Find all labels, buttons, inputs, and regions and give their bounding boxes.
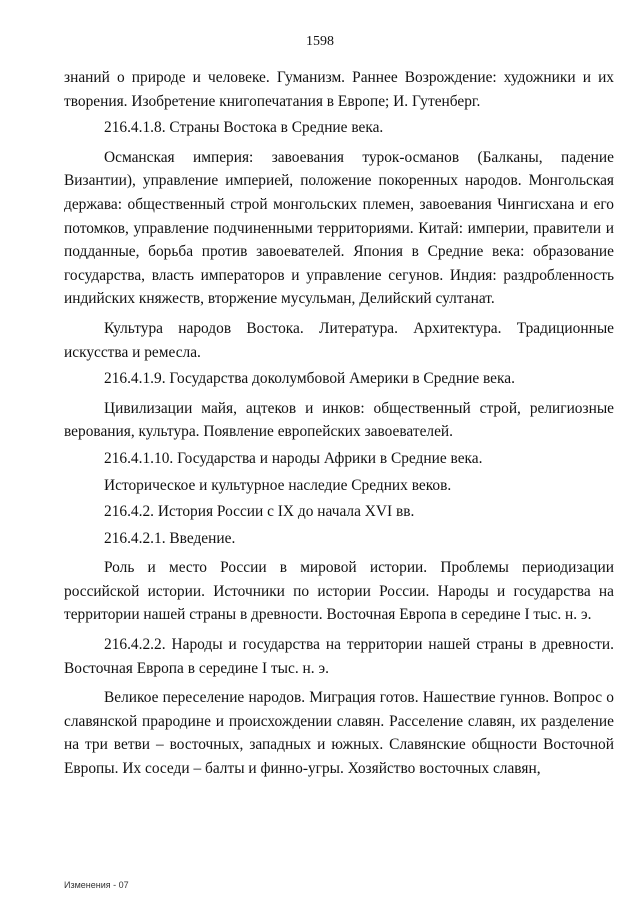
- paragraph: Великое переселение народов. Миграция готов. Нашествие гуннов. Вопрос о славянской прародине и происхождении славян. Расселение славян, их разделение на три ветви – восточных, западных и южных. Славянские общности Восточной Европы. Их соседи – балты и финно-угры. Хозяйство восточных славян,: [64, 689, 614, 778]
- section-heading: 216.4.2. История России с IX до начала XVI вв.: [104, 503, 415, 521]
- document-body: [64, 66, 614, 781]
- paragraph: Османская империя: завоевания турок-османов (Балканы, падение Византии), управление империей, положение покоренных народов. Монгольская держава: общественный строй монгольских племен, завоевания Чингисхана и его потомков, управление подчиненными территориями. Китай: империи, правители и подданные, борьба против завоевателей. Япония в Средние века: образование государства, власть императоров и управление сегунов. Индия: раздробленность индийских княжеств, вторжение мусульман, Делийский султанат.: [64, 148, 614, 308]
- section-heading: 216.4.2.1. Введение.: [104, 529, 236, 547]
- paragraph: Роль и место России в мировой истории. Проблемы периодизации российской истории. Источники по истории России. Народы и государства на территории нашей страны в древности. Восточная Европа в середине I тыс. н. э.: [64, 559, 614, 624]
- section-heading: 216.4.1.10. Государства и народы Африки в Средние века.: [104, 449, 483, 467]
- paragraph: Цивилизации майя, ацтеков и инков: общественный строй, религиозные верования, культура. Появление европейских завоевателей.: [64, 399, 614, 441]
- paragraph: Историческое и культурное наследие Средних веков.: [104, 476, 452, 494]
- paragraph: знаний о природе и человеке. Гуманизм. Раннее Возрождение: художники и их творения. Изобретение книгопечатания в Европе; И. Гутенберг.: [64, 69, 614, 110]
- section-heading: 216.4.1.8. Страны Востока в Средние века.: [104, 119, 384, 137]
- footer-revision-note: Изменения - 07: [64, 880, 129, 890]
- paragraph: Культура народов Востока. Литература. Архитектура. Традиционные искусства и ремесла.: [64, 319, 614, 361]
- section-heading: 216.4.2.2. Народы и государства на территории нашей страны в древности. Восточная Европа в середине I тыс. н. э.: [64, 636, 614, 677]
- section-heading: 216.4.1.9. Государства доколумбовой Америки в Средние века.: [104, 370, 515, 388]
- page-number: 1598: [306, 34, 334, 49]
